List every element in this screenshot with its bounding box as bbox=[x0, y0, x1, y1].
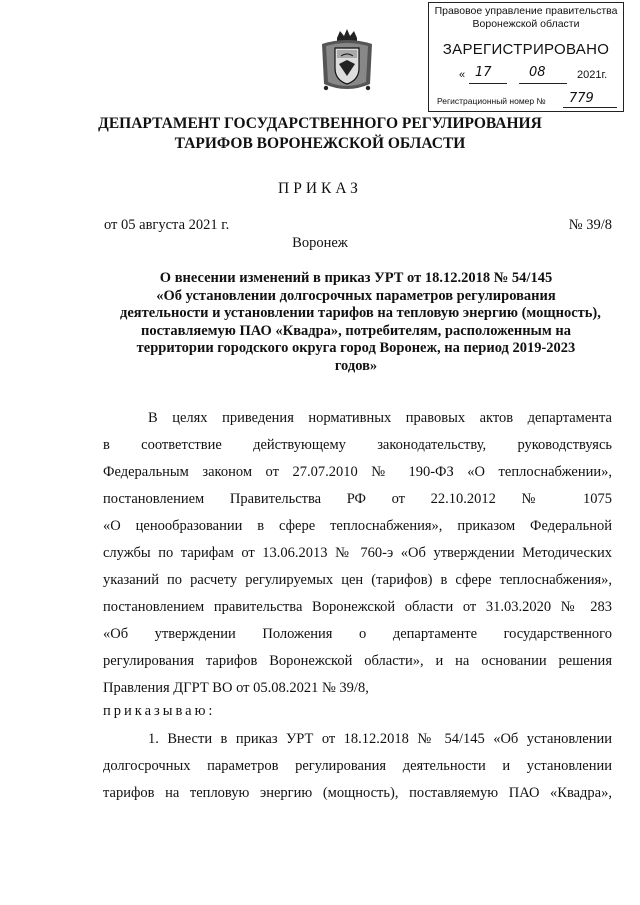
stamp-org-line2: Воронежской области bbox=[472, 18, 580, 30]
subject-line: годов» bbox=[334, 357, 378, 374]
coat-of-arms-icon bbox=[318, 28, 376, 96]
subject-line: деятельности и установлении тарифов на тепловую энергию (мощность), bbox=[120, 305, 601, 321]
body-line: «Об утверждении Положения о департаменте государственного bbox=[103, 626, 612, 642]
stamp-date-day-line bbox=[469, 83, 507, 84]
department-line2: ТАРИФОВ ВОРОНЕЖСКОЙ ОБЛАСТИ bbox=[174, 135, 466, 152]
order-subject bbox=[120, 270, 601, 375]
subject-line: поставляемую ПАО «Квадра», потребителям, расположенным на bbox=[141, 322, 571, 339]
order-number: № 39/8 bbox=[568, 217, 612, 233]
body-line: постановлением Правительства РФ от 22.10.2012 № 1075 bbox=[103, 491, 612, 507]
body-line: Федеральным законом от 27.07.2010 № 190-ФЗ «О теплоснабжении», bbox=[103, 464, 612, 480]
stamp-org-line1: Правовое управление правительства bbox=[434, 5, 618, 17]
stamp-registration-number bbox=[437, 93, 619, 109]
body-line: в соответствие действующему законодательству, руководствуясь bbox=[103, 437, 612, 453]
body-line: В целях приведения нормативных правовых актов департамента bbox=[148, 410, 612, 426]
stamp-date bbox=[429, 65, 623, 85]
body-line: постановлением правительства Воронежской области от 31.03.2020 № 283 bbox=[103, 599, 612, 615]
body-line: тарифов на тепловую энергию (мощность), поставляемую ПАО «Квадра», bbox=[103, 785, 612, 801]
stamp-date-year: 2021г. bbox=[577, 69, 608, 81]
stamp-reg-number: 779 bbox=[569, 91, 594, 106]
stamp-status: ЗАРЕГИСТРИРОВАНО bbox=[442, 41, 610, 58]
department-name bbox=[0, 114, 640, 154]
document-type: ПРИКАЗ bbox=[278, 180, 362, 197]
stamp-date-quote: « bbox=[459, 69, 466, 81]
subject-line: территории городского округа город Воронеж, на период 2019-2023 bbox=[136, 340, 576, 356]
body-line: указаний по расчету регулируемых цен (тарифов) в сфере теплоснабжения», bbox=[103, 572, 612, 588]
stamp-date-month-line bbox=[519, 83, 567, 84]
order-directive: приказываю: bbox=[103, 703, 216, 719]
stamp-reg-label: Регистрационный номер № bbox=[437, 96, 546, 106]
department-line1: ДЕПАРТАМЕНТ ГОСУДАРСТВЕННОГО РЕГУЛИРОВАНИЯ bbox=[98, 115, 542, 132]
body-line: Правления ДГРТ ВО от 05.08.2021 № 39/8, bbox=[103, 680, 369, 696]
order-date: от 05 августа 2021 г. bbox=[104, 217, 230, 233]
subject-line: О внесении изменений в приказ УРТ от 18.12.2018 № 54/145 bbox=[159, 270, 553, 286]
subject-line: «Об установлении долгосрочных параметров регулирования bbox=[156, 287, 556, 304]
body-line: регулирования тарифов Воронежской области», и на основании решения bbox=[103, 653, 612, 669]
stamp-date-day: 17 bbox=[475, 65, 492, 80]
order-city: Воронеж bbox=[292, 235, 348, 251]
body-line: «О ценообразовании в сфере теплоснабжения», приказом Федеральной bbox=[103, 518, 612, 534]
stamp-reg-line bbox=[563, 107, 617, 108]
registration-stamp bbox=[428, 2, 624, 112]
stamp-date-month: 08 bbox=[529, 65, 546, 80]
body-line: службы по тарифам от 13.06.2013 № 760-э «Об утверждении Методических bbox=[103, 545, 612, 561]
body-line: долгосрочных параметров регулирования деятельности и установлении bbox=[103, 758, 612, 774]
body-line: 1. Внести в приказ УРТ от 18.12.2018 № 54/145 «Об установлении bbox=[148, 731, 612, 747]
